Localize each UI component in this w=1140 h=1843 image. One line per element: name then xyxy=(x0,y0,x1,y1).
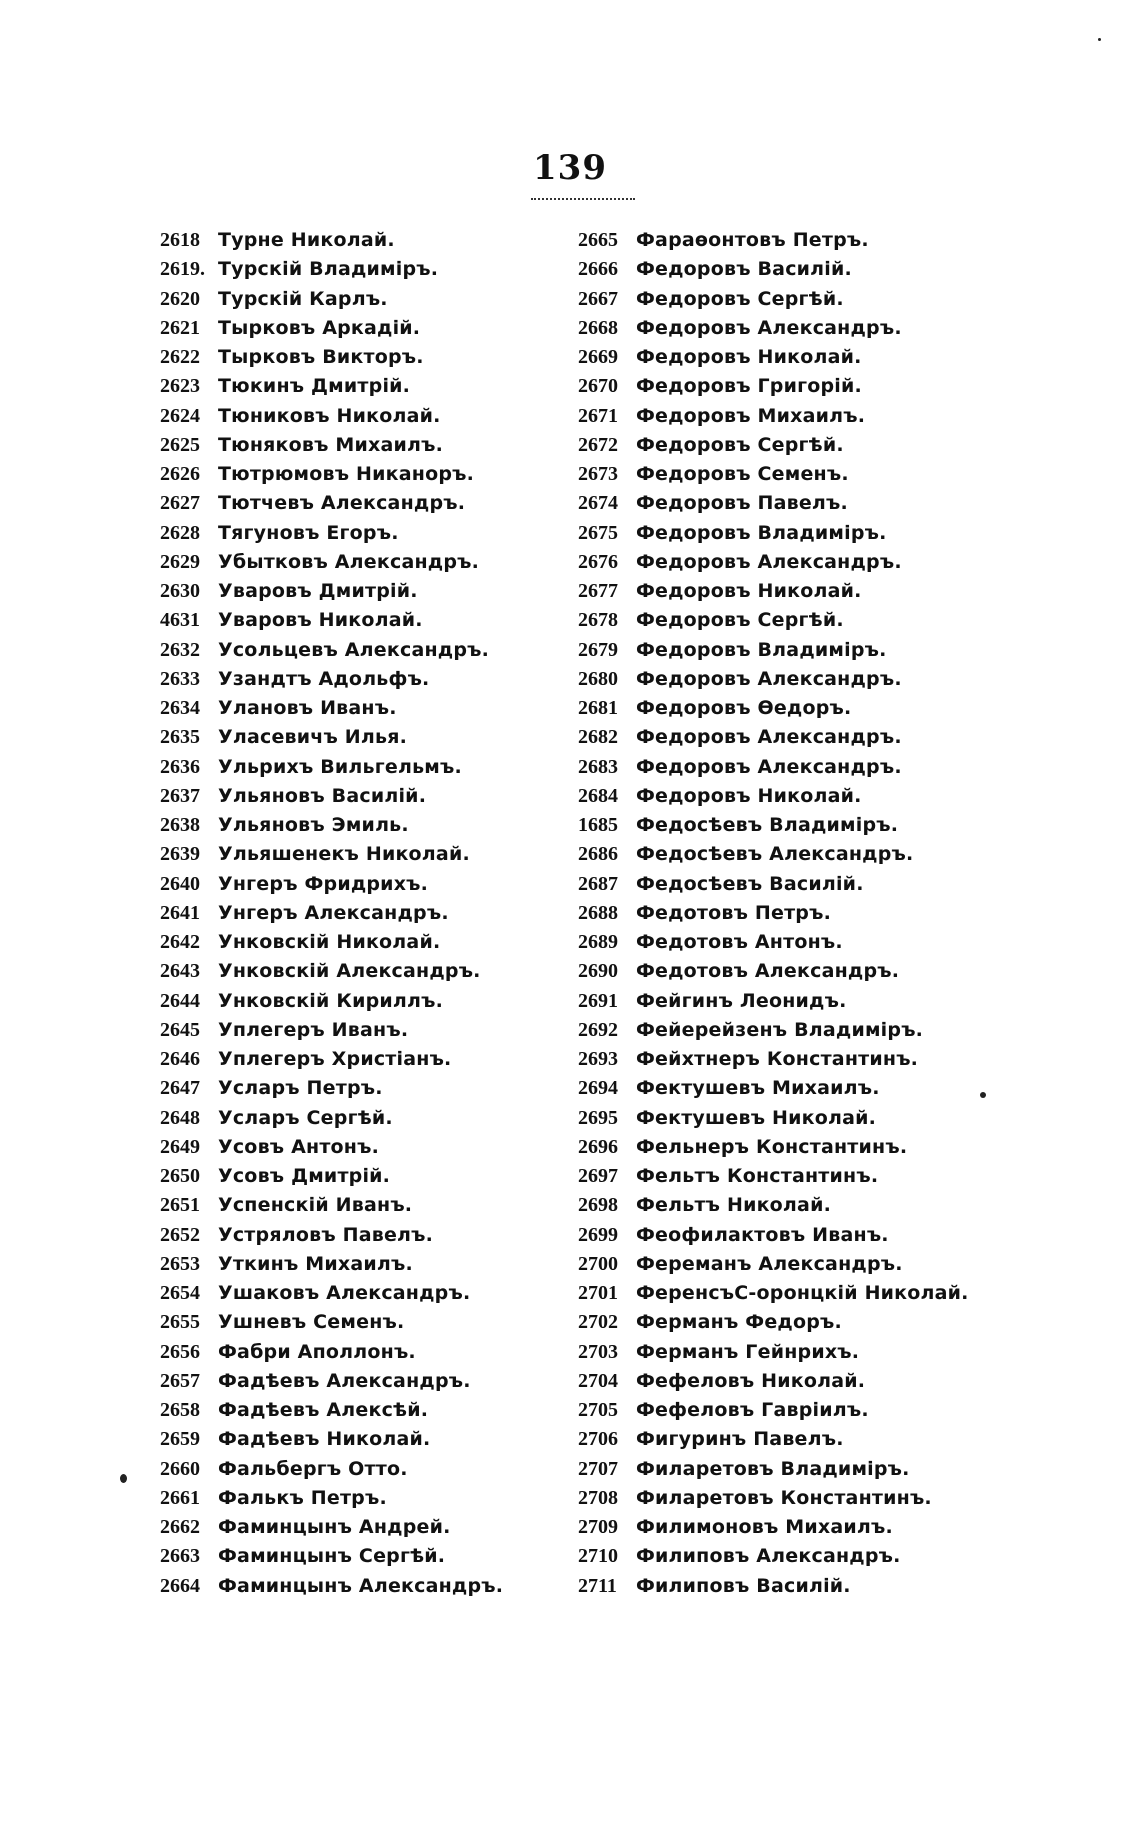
list-entry xyxy=(578,1541,1048,1570)
list-entry xyxy=(578,313,1048,342)
entry-number: 2701 xyxy=(578,1282,618,1304)
list-entry xyxy=(578,1424,1048,1453)
list-entry xyxy=(578,459,1048,488)
entry-number: 2693 xyxy=(578,1048,618,1070)
entry-number: 2641 xyxy=(160,901,200,924)
entry-number: 2699 xyxy=(578,1223,618,1246)
entry-name: Устряловъ Павелъ. xyxy=(218,1223,434,1246)
entry-number: 2678 xyxy=(578,609,618,632)
entry-number: 2679 xyxy=(578,638,618,661)
entry-name: Федоровъ Александръ. xyxy=(636,550,902,573)
entry-number: 2664 xyxy=(160,1574,200,1597)
entry-name: Фереманъ Александръ. xyxy=(636,1252,903,1275)
entry-number: 2618 xyxy=(160,229,200,251)
entry-number: 2619. xyxy=(160,258,205,281)
list-entry xyxy=(160,1424,580,1453)
entry-number: 2703 xyxy=(578,1340,618,1363)
entry-number: 2709 xyxy=(578,1516,618,1538)
entry-number: 2691 xyxy=(578,989,618,1012)
entry-name: Филаретовъ Владиміръ. xyxy=(636,1457,910,1480)
entry-number: 2649 xyxy=(160,1135,200,1158)
entry-number: 2623 xyxy=(160,375,200,398)
entry-number: 2706 xyxy=(578,1428,618,1451)
entry-number: 2632 xyxy=(160,638,200,661)
entry-number: 2635 xyxy=(160,726,200,749)
entry-name: Фейгинъ Леонидъ. xyxy=(636,989,847,1012)
entry-number: 2675 xyxy=(578,521,618,544)
entry-name: Унковскій Николай. xyxy=(218,931,441,953)
entry-name: Федоровъ Павелъ. xyxy=(636,492,848,515)
list-entry xyxy=(578,956,1048,985)
list-entry xyxy=(578,1307,1048,1336)
entry-number: 2700 xyxy=(578,1252,618,1275)
list-entry xyxy=(160,752,580,781)
list-entry xyxy=(160,898,580,927)
entry-number: 2672 xyxy=(578,433,618,456)
entry-number: 2651 xyxy=(160,1194,200,1217)
entry-name: Федоровъ Сергѣй. xyxy=(636,433,844,456)
page-number: 139 xyxy=(533,148,607,188)
entry-name: Филаретовъ Константинъ. xyxy=(636,1486,932,1509)
list-entry xyxy=(160,430,580,459)
entry-name: Усларъ Сергѣй. xyxy=(218,1106,393,1129)
list-entry xyxy=(160,1541,580,1570)
list-entry xyxy=(160,1249,580,1278)
list-entry xyxy=(578,1132,1048,1161)
entry-number: 2669 xyxy=(578,346,618,368)
entry-name: Ульрихъ Вильгельмъ. xyxy=(218,755,462,778)
entry-number: 2642 xyxy=(160,931,200,953)
entry-name: Тюняковъ Михаилъ. xyxy=(218,433,444,456)
list-entry xyxy=(578,576,1048,605)
entry-name: Фадѣевъ Александръ. xyxy=(218,1369,471,1392)
entry-name: Федоровъ Николай. xyxy=(636,346,862,368)
list-entry xyxy=(160,1132,580,1161)
list-entry xyxy=(160,576,580,605)
entry-number: 2705 xyxy=(578,1399,618,1421)
list-entry xyxy=(160,1337,580,1366)
entry-number: 2654 xyxy=(160,1282,200,1304)
entry-number: 2634 xyxy=(160,697,200,719)
entry-name: Успенскій Иванъ. xyxy=(218,1194,413,1217)
entry-number: 2684 xyxy=(578,784,618,807)
entry-number: 2666 xyxy=(578,258,618,281)
entry-name: Федоровъ Семенъ. xyxy=(636,463,849,485)
entry-name: Фельтъ Николай. xyxy=(636,1194,831,1217)
entry-name: Уплегеръ Иванъ. xyxy=(218,1018,409,1041)
entry-number: 2696 xyxy=(578,1135,618,1158)
entry-name: Унгеръ Александръ. xyxy=(218,901,449,924)
list-entry xyxy=(160,1044,580,1073)
entry-name: Федосѣевъ Василій. xyxy=(636,872,864,895)
entry-number: 2661 xyxy=(160,1486,200,1509)
entry-name: Ушневъ Семенъ. xyxy=(218,1311,405,1334)
entry-name: Фалькъ Петръ. xyxy=(218,1486,387,1509)
entry-number: 2708 xyxy=(578,1486,618,1509)
list-entry xyxy=(578,752,1048,781)
list-entry xyxy=(578,1454,1048,1483)
entry-name: Федоровъ Николай. xyxy=(636,580,862,602)
list-entry xyxy=(578,810,1048,839)
entry-name: Унковскій Александръ. xyxy=(218,960,481,983)
list-entry xyxy=(160,284,580,313)
entry-number: 2647 xyxy=(160,1077,200,1100)
entry-name: Турскій Владиміръ. xyxy=(218,258,439,281)
list-entry xyxy=(578,518,1048,547)
entry-name: Федоровъ Александръ. xyxy=(636,726,902,749)
list-entry xyxy=(160,693,580,722)
list-entry xyxy=(578,371,1048,400)
entry-number: 2674 xyxy=(578,492,618,515)
list-entry xyxy=(160,1483,580,1512)
entry-number: 2636 xyxy=(160,755,200,778)
entry-name: Филиповъ Александръ. xyxy=(636,1545,901,1568)
entry-name: Фефеловъ Николай. xyxy=(636,1369,866,1392)
entry-number: 2711 xyxy=(578,1574,617,1597)
list-entry xyxy=(578,1571,1048,1600)
entry-number: 2670 xyxy=(578,375,618,398)
entry-name: Фабри Аполлонъ. xyxy=(218,1340,416,1363)
entry-number: 2656 xyxy=(160,1340,200,1363)
list-entry xyxy=(578,781,1048,810)
list-entry xyxy=(578,1103,1048,1132)
entry-name: Ушаковъ Александръ. xyxy=(218,1282,471,1304)
ink-speck xyxy=(980,1092,986,1098)
entry-name: Турскій Карлъ. xyxy=(218,287,388,310)
entry-number: 2682 xyxy=(578,726,618,749)
entry-number: 2630 xyxy=(160,580,200,602)
entry-number: 2673 xyxy=(578,463,618,485)
list-entry xyxy=(160,1395,580,1424)
list-entry xyxy=(160,459,580,488)
list-entry xyxy=(578,605,1048,634)
entry-number: 2645 xyxy=(160,1018,200,1041)
entry-name: Фектушевъ Михаилъ. xyxy=(636,1077,880,1100)
entry-name: Федоровъ Александръ. xyxy=(636,667,902,690)
entry-number: 2638 xyxy=(160,814,200,836)
list-entry xyxy=(578,1249,1048,1278)
entry-number: 2639 xyxy=(160,843,200,866)
list-entry xyxy=(160,869,580,898)
list-entry xyxy=(160,839,580,868)
entry-name: Федоровъ Григорій. xyxy=(636,375,862,398)
list-entry xyxy=(160,1073,580,1102)
entry-number: 2683 xyxy=(578,755,618,778)
entry-name: Фигуринъ Павелъ. xyxy=(636,1428,844,1451)
list-entry xyxy=(160,635,580,664)
entry-number: 2704 xyxy=(578,1369,618,1392)
list-entry xyxy=(578,839,1048,868)
left-column xyxy=(160,225,580,1600)
entry-name: Федоровъ Ѳедоръ. xyxy=(636,697,852,719)
entry-number: 2643 xyxy=(160,960,200,983)
list-entry xyxy=(578,1483,1048,1512)
list-entry xyxy=(160,605,580,634)
list-entry xyxy=(160,664,580,693)
entry-name: Фаминцынъ Андрей. xyxy=(218,1516,451,1538)
entry-number: 2687 xyxy=(578,872,618,895)
list-entry xyxy=(578,1044,1048,1073)
list-entry xyxy=(160,401,580,430)
entry-number: 2655 xyxy=(160,1311,200,1334)
entry-name: Фефеловъ Гавріилъ. xyxy=(636,1399,869,1421)
entry-name: Фадѣевъ Алексѣй. xyxy=(218,1399,429,1421)
entry-name: Федосѣевъ Александръ. xyxy=(636,843,914,866)
entry-number: 2653 xyxy=(160,1252,200,1275)
entry-number: 2620 xyxy=(160,287,200,310)
list-entry xyxy=(578,488,1048,517)
entry-number: 2648 xyxy=(160,1106,200,1129)
entry-name: Федотовъ Петръ. xyxy=(636,901,832,924)
entry-name: Тырковъ Викторъ. xyxy=(218,346,424,368)
entry-number: 2624 xyxy=(160,404,200,427)
entry-name: Улановъ Иванъ. xyxy=(218,697,397,719)
entry-number: 2629 xyxy=(160,550,200,573)
list-entry xyxy=(160,371,580,400)
entry-name: Феофилактовъ Иванъ. xyxy=(636,1223,889,1246)
list-entry xyxy=(578,1073,1048,1102)
entry-number: 2671 xyxy=(578,404,618,427)
list-entry xyxy=(578,1161,1048,1190)
list-entry xyxy=(160,1571,580,1600)
entry-name: Федоровъ Владиміръ. xyxy=(636,638,887,661)
list-entry xyxy=(578,635,1048,664)
entry-number: 2667 xyxy=(578,287,618,310)
list-entry xyxy=(160,927,580,956)
list-entry xyxy=(578,927,1048,956)
entry-number: 2657 xyxy=(160,1369,200,1392)
entry-name: Фектушевъ Николай. xyxy=(636,1106,877,1129)
entry-number: 2707 xyxy=(578,1457,618,1480)
entry-name: Узандтъ Адольфъ. xyxy=(218,667,430,690)
ink-speck xyxy=(120,1474,127,1483)
entry-name: Уплегеръ Христіанъ. xyxy=(218,1048,452,1070)
entry-number: 2710 xyxy=(578,1545,618,1568)
list-entry xyxy=(578,898,1048,927)
entry-name: Федотовъ Александръ. xyxy=(636,960,900,983)
entry-number: 2659 xyxy=(160,1428,200,1451)
list-entry xyxy=(578,547,1048,576)
entry-name: Фейерейзенъ Владиміръ. xyxy=(636,1018,924,1041)
entry-name: Фаминцынъ Александръ. xyxy=(218,1574,504,1597)
entry-name: Филиповъ Василій. xyxy=(636,1574,851,1597)
entry-name: Тютчевъ Александръ. xyxy=(218,492,466,515)
list-entry xyxy=(160,1278,580,1307)
list-entry xyxy=(578,225,1048,254)
entry-name: Фараѳонтовъ Петръ. xyxy=(636,229,869,251)
entry-number: 2622 xyxy=(160,346,200,368)
entry-name: Уваровъ Николай. xyxy=(218,609,423,632)
list-entry xyxy=(160,342,580,371)
entry-name: Ульяновъ Эмиль. xyxy=(218,814,409,836)
list-entry xyxy=(160,1307,580,1336)
list-entry xyxy=(160,1512,580,1541)
list-entry xyxy=(160,518,580,547)
entry-number: 2690 xyxy=(578,960,618,983)
entry-name: Усольцевъ Александръ. xyxy=(218,638,490,661)
entry-name: Тырковъ Аркадій. xyxy=(218,316,421,339)
entry-name: Фаминцынъ Сергѣй. xyxy=(218,1545,446,1568)
list-entry xyxy=(160,1161,580,1190)
entry-number: 2695 xyxy=(578,1106,618,1129)
entry-name: Тюкинъ Дмитрій. xyxy=(218,375,411,398)
list-entry xyxy=(160,225,580,254)
entry-name: Фельтъ Константинъ. xyxy=(636,1165,879,1187)
entry-number: 2694 xyxy=(578,1077,618,1100)
entry-number: 2698 xyxy=(578,1194,618,1217)
list-entry xyxy=(578,1278,1048,1307)
entry-number: 2652 xyxy=(160,1223,200,1246)
entry-number: 1685 xyxy=(578,814,618,836)
entry-number: 2637 xyxy=(160,784,200,807)
list-entry xyxy=(578,342,1048,371)
list-entry xyxy=(578,664,1048,693)
list-entry xyxy=(160,722,580,751)
entry-number: 2627 xyxy=(160,492,200,515)
entry-number: 2646 xyxy=(160,1048,200,1070)
entry-number: 2689 xyxy=(578,931,618,953)
right-column xyxy=(578,225,1048,1600)
entry-number: 2680 xyxy=(578,667,618,690)
list-entry xyxy=(160,956,580,985)
entry-name: Федоровъ Александръ. xyxy=(636,755,902,778)
entry-number: 2626 xyxy=(160,463,200,485)
list-entry xyxy=(160,547,580,576)
entry-number: 2650 xyxy=(160,1165,200,1187)
list-entry xyxy=(160,781,580,810)
entry-name: Филимоновъ Михаилъ. xyxy=(636,1516,893,1538)
entry-name: Федосѣевъ Владиміръ. xyxy=(636,814,899,836)
entry-number: 2660 xyxy=(160,1457,200,1480)
entry-number: 2697 xyxy=(578,1165,618,1187)
list-entry xyxy=(578,1366,1048,1395)
entry-name: Федоровъ Николай. xyxy=(636,784,862,807)
entry-name: Федоровъ Владиміръ. xyxy=(636,521,887,544)
entry-name: Уваровъ Дмитрій. xyxy=(218,580,418,602)
entry-number: 2662 xyxy=(160,1516,200,1538)
list-entry xyxy=(578,1220,1048,1249)
entry-number: 2621 xyxy=(160,316,200,339)
entry-name: Ульяшенекъ Николай. xyxy=(218,843,470,866)
entry-name: Убытковъ Александръ. xyxy=(218,550,480,573)
entry-name: Федоровъ Василій. xyxy=(636,258,852,281)
list-entry xyxy=(578,1015,1048,1044)
list-entry xyxy=(160,1103,580,1132)
list-entry xyxy=(578,430,1048,459)
list-entry xyxy=(578,1395,1048,1424)
entry-number: 2692 xyxy=(578,1018,618,1041)
list-entry xyxy=(160,254,580,283)
entry-number: 2644 xyxy=(160,989,200,1012)
page-number-rule xyxy=(531,198,635,200)
entry-name: Федотовъ Антонъ. xyxy=(636,931,843,953)
entry-name: Тюниковъ Николай. xyxy=(218,404,441,427)
list-entry xyxy=(578,1337,1048,1366)
list-entry xyxy=(160,488,580,517)
entry-name: ФеренсъС-оронцкій Николай. xyxy=(636,1282,969,1304)
entry-number: 2702 xyxy=(578,1311,618,1334)
list-entry xyxy=(578,869,1048,898)
entry-number: 2663 xyxy=(160,1545,200,1568)
list-entry xyxy=(160,313,580,342)
entry-number: 4631 xyxy=(160,609,200,632)
list-entry xyxy=(578,1190,1048,1219)
entry-name: Ферманъ Гейнрихъ. xyxy=(636,1340,860,1363)
entry-number: 2676 xyxy=(578,550,618,573)
entry-number: 2686 xyxy=(578,843,618,866)
list-entry xyxy=(160,1366,580,1395)
list-entry xyxy=(578,284,1048,313)
entry-name: Ульяновъ Василій. xyxy=(218,784,427,807)
entry-name: Тютрюмовъ Никаноръ. xyxy=(218,463,475,485)
entry-name: Федоровъ Михаилъ. xyxy=(636,404,866,427)
entry-number: 2633 xyxy=(160,667,200,690)
ink-speck xyxy=(1098,38,1101,41)
entry-name: Уласевичъ Илья. xyxy=(218,726,408,749)
list-entry xyxy=(578,1512,1048,1541)
list-entry xyxy=(160,986,580,1015)
entry-name: Фальбергъ Отто. xyxy=(218,1457,408,1480)
entry-name: Фадѣевъ Николай. xyxy=(218,1428,431,1451)
entry-number: 2688 xyxy=(578,901,618,924)
entry-number: 2658 xyxy=(160,1399,200,1421)
entry-number: 2625 xyxy=(160,433,200,456)
entry-name: Ферманъ Федоръ. xyxy=(636,1311,842,1334)
list-entry xyxy=(578,254,1048,283)
list-entry xyxy=(160,1454,580,1483)
list-entry xyxy=(160,810,580,839)
entry-number: 2681 xyxy=(578,697,618,719)
entry-name: Фейхтнеръ Константинъ. xyxy=(636,1048,919,1070)
entry-name: Усовъ Дмитрій. xyxy=(218,1165,391,1187)
list-entry xyxy=(578,722,1048,751)
entry-number: 2665 xyxy=(578,229,618,251)
list-entry xyxy=(160,1190,580,1219)
entry-name: Усовъ Антонъ. xyxy=(218,1135,380,1158)
list-entry xyxy=(160,1015,580,1044)
entry-name: Уткинъ Михаилъ. xyxy=(218,1252,413,1275)
list-entry xyxy=(578,693,1048,722)
entry-name: Турне Николай. xyxy=(218,229,395,251)
entry-name: Унковскій Кириллъ. xyxy=(218,989,444,1012)
entry-number: 2668 xyxy=(578,316,618,339)
entry-name: Тягуновъ Егоръ. xyxy=(218,521,399,544)
list-entry xyxy=(578,401,1048,430)
entry-name: Федоровъ Сергѣй. xyxy=(636,609,844,632)
entry-number: 2677 xyxy=(578,580,618,602)
entry-number: 2640 xyxy=(160,872,200,895)
entry-name: Унгеръ Фридрихъ. xyxy=(218,872,429,895)
entry-number: 2628 xyxy=(160,521,200,544)
list-entry xyxy=(578,986,1048,1015)
entry-name: Фельнеръ Константинъ. xyxy=(636,1135,908,1158)
entry-name: Федоровъ Сергѣй. xyxy=(636,287,844,310)
list-entry xyxy=(160,1220,580,1249)
entry-name: Федоровъ Александръ. xyxy=(636,316,902,339)
entry-name: Усларъ Петръ. xyxy=(218,1077,383,1100)
